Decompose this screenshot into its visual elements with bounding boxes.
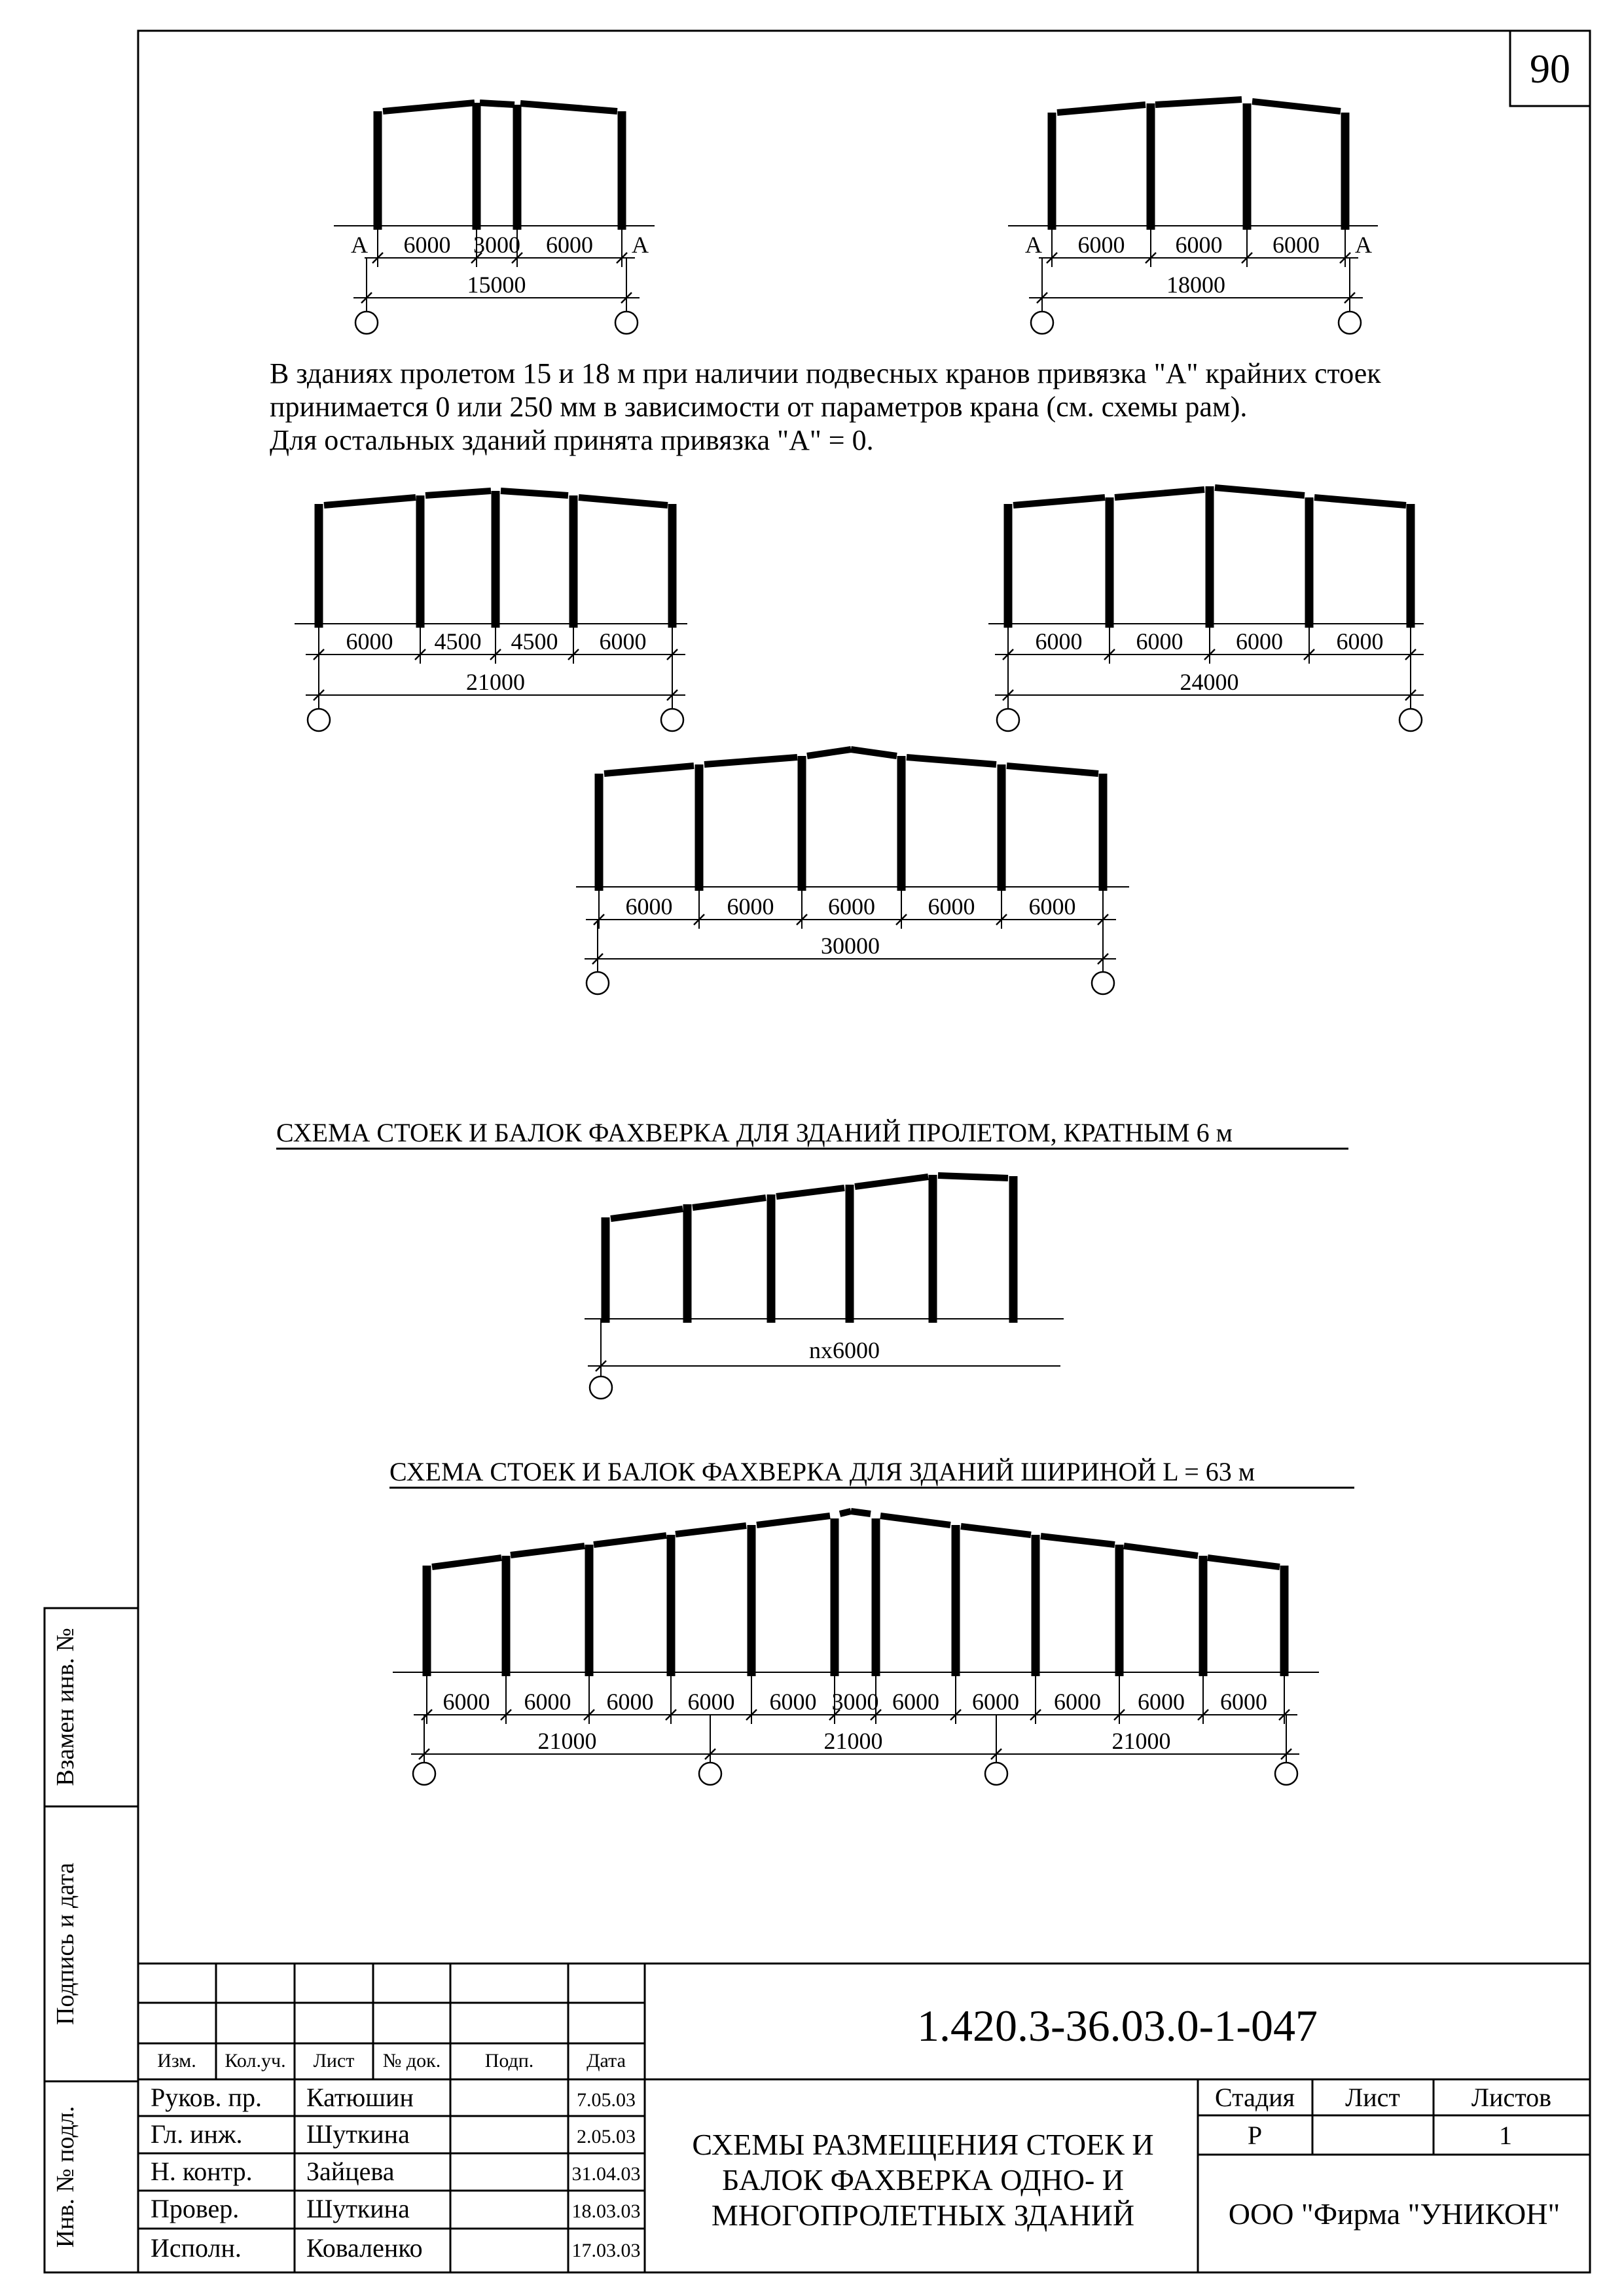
span-label: 6000 [599, 628, 647, 655]
document-title-line-3: МНОГОПРОЛЕТНЫХ ЗДАНИЙ [711, 2198, 1135, 2232]
row-3-date: 31.04.03 [571, 2163, 641, 2185]
beam [1215, 488, 1305, 495]
axis-marker [1399, 709, 1422, 731]
span-label: 6000 [1220, 1689, 1267, 1715]
span-label: 6000 [1028, 893, 1076, 920]
note-line-3: Для остальных зданий принята привязка "А" = 0. [270, 424, 874, 456]
total-label: 21000 [823, 1728, 883, 1754]
beam [676, 1526, 746, 1534]
axis-marker [1092, 972, 1114, 994]
axis-marker [308, 709, 330, 731]
side-label-sign-date: Подпись и дата [52, 1862, 79, 2026]
beam [604, 766, 694, 774]
total-label: nx6000 [809, 1337, 880, 1363]
span-label: 6000 [1054, 1689, 1101, 1715]
page-number: 90 [1530, 47, 1570, 92]
span-label: 6000 [546, 232, 593, 258]
span-label: 6000 [346, 628, 393, 655]
beam [1041, 1536, 1115, 1545]
beam [1208, 1558, 1280, 1567]
beam [840, 1511, 851, 1514]
beam [807, 749, 851, 756]
span-label: 6000 [972, 1689, 1019, 1715]
axis-marker [661, 709, 683, 731]
span-label: 6000 [1077, 232, 1125, 258]
beam [1314, 497, 1406, 505]
beam [907, 757, 996, 764]
total-label: 24000 [1180, 669, 1239, 695]
span-label: 3000 [831, 1689, 879, 1715]
span-label: 6000 [1136, 628, 1183, 655]
total-label: 30000 [821, 933, 880, 959]
scheme-21000 [295, 491, 687, 731]
span-label: 4500 [434, 628, 482, 655]
axis-marker [997, 709, 1019, 731]
axis-marker [699, 1763, 721, 1785]
stage-label: Стадия [1214, 2083, 1295, 2112]
hdr-list: Лист [313, 2050, 355, 2072]
title-width-63: СХЕМА СТОЕК И БАЛОК ФАХВЕРКА ДЛЯ ЗДАНИЙ ШИРИНОЙ L = 63 м [389, 1457, 1255, 1486]
scheme-15000 [334, 103, 655, 334]
total-label: 21000 [466, 669, 525, 695]
beam [501, 491, 568, 495]
row-2-name: Шуткина [306, 2119, 410, 2149]
span-label: 6000 [1336, 628, 1384, 655]
scheme-30000 [576, 749, 1129, 994]
row-5-name: Коваленко [306, 2233, 423, 2263]
span-label: 6000 [403, 232, 451, 258]
beam [611, 1209, 683, 1219]
company-name: ООО "Фирма "УНИКОН" [1228, 2197, 1561, 2231]
row-5-date: 17.03.03 [571, 2240, 641, 2261]
stamp-headers [157, 2050, 626, 2072]
row-4-date: 18.03.03 [571, 2200, 641, 2222]
span-label: 6000 [892, 1689, 939, 1715]
row-2-date: 2.05.03 [577, 2126, 636, 2147]
row-1-name: Катюшин [306, 2083, 414, 2112]
beam [851, 749, 897, 756]
document-code: 1.420.3-36.03.0-1-047 [917, 2001, 1318, 2051]
note-line-2: принимается 0 или 250 мм в зависимости от параметров крана (см. схемы рам). [270, 391, 1248, 423]
axis-marker [590, 1376, 612, 1399]
axis-marker [1339, 312, 1361, 334]
side-label-replace-inv: Взамен инв. № [52, 1628, 79, 1786]
note-line-1: В зданиях пролетом 15 и 18 м при наличии подвесных кранов привязка "А" крайних стоек [270, 357, 1381, 389]
span-label: 6000 [442, 1689, 490, 1715]
axis-marker [615, 312, 638, 334]
hdr-sign: Подп. [484, 2050, 534, 2072]
beam [1252, 101, 1341, 111]
beam [511, 1546, 585, 1555]
row-3-role: Н. контр. [151, 2157, 253, 2186]
span-label: 6000 [1236, 628, 1283, 655]
total-label: 21000 [1111, 1728, 1171, 1754]
row-5-role: Исполн. [151, 2233, 242, 2263]
beam [1013, 497, 1105, 505]
beam [704, 757, 797, 764]
total-label: 15000 [467, 272, 526, 298]
edge-offset-label: А [1355, 232, 1372, 258]
beam [961, 1526, 1031, 1535]
span-label: 6000 [928, 893, 975, 920]
span-label: 6000 [606, 1689, 654, 1715]
beam [776, 1188, 844, 1196]
span-label: 6000 [727, 893, 774, 920]
document-title-line-2: БАЛОК ФАХВЕРКА ОДНО- И [721, 2163, 1125, 2197]
edge-offset-label: А [351, 232, 368, 258]
beam [324, 497, 416, 505]
row-4-name: Шуткина [306, 2194, 410, 2223]
sheets-label: Листов [1471, 2083, 1552, 2112]
span-label: 6000 [1035, 628, 1083, 655]
row-1-role: Руков. пр. [151, 2083, 262, 2112]
hdr-doc-no: № док. [382, 2050, 441, 2072]
axis-marker [413, 1763, 435, 1785]
stage-value: Р [1247, 2121, 1263, 2150]
side-label-inv-orig: Инв. № подл. [52, 2106, 79, 2248]
beam [757, 1516, 830, 1525]
axis-marker [1031, 312, 1053, 334]
scheme-24000 [988, 486, 1424, 731]
beam [1155, 99, 1242, 105]
span-label: 6000 [1175, 232, 1223, 258]
total-label: 21000 [537, 1728, 597, 1754]
edge-offset-label: А [632, 232, 649, 258]
scheme-18000 [1008, 99, 1378, 334]
document-title [692, 2128, 1153, 2232]
title-multiple-6m: СХЕМА СТОЕК И БАЛОК ФАХВЕРКА ДЛЯ ЗДАНИЙ ПРОЛЕТОМ, КРАТНЫМ 6 м [276, 1118, 1233, 1147]
axis-marker [985, 1763, 1007, 1785]
document-title-line-1: СХЕМЫ РАЗМЕЩЕНИЯ СТОЕК И [692, 2128, 1154, 2161]
hdr-kol-uch: Кол.уч. [225, 2050, 286, 2072]
sheets-value: 1 [1499, 2121, 1512, 2150]
beam [432, 1558, 501, 1567]
axis-marker [1275, 1763, 1297, 1785]
beam [425, 491, 491, 495]
edge-offset-label: А [1025, 232, 1042, 258]
beam [938, 1175, 1008, 1178]
scheme-multiple-6m [585, 1175, 1064, 1399]
span-label: 6000 [828, 893, 875, 920]
span-label: 6000 [524, 1689, 571, 1715]
hdr-izm: Изм. [157, 2050, 196, 2072]
span-label: 4500 [511, 628, 558, 655]
beam [383, 103, 475, 111]
scheme-width-63m [393, 1511, 1319, 1785]
beam [1124, 1546, 1198, 1556]
beam [480, 103, 514, 105]
span-label: 3000 [473, 232, 520, 258]
beam [520, 103, 617, 111]
note [270, 357, 1381, 456]
axis-marker [586, 972, 609, 994]
beam [851, 1511, 871, 1514]
total-label: 18000 [1166, 272, 1225, 298]
span-label: 6000 [687, 1689, 735, 1715]
beam [594, 1535, 666, 1545]
beam [855, 1177, 928, 1187]
beam [880, 1516, 950, 1525]
stamp-rows [151, 2083, 641, 2263]
beam [1115, 490, 1204, 497]
span-label: 6000 [1272, 232, 1320, 258]
span-label: 6000 [1138, 1689, 1185, 1715]
row-3-name: Зайцева [306, 2157, 395, 2186]
axis-marker [355, 312, 378, 334]
beam [693, 1198, 766, 1208]
beam [579, 497, 668, 505]
row-1-date: 7.05.03 [577, 2089, 636, 2111]
hdr-date: Дата [586, 2050, 626, 2072]
beam [1057, 105, 1146, 113]
sheet-label: Лист [1345, 2083, 1400, 2112]
span-label: 6000 [625, 893, 673, 920]
span-label: 6000 [769, 1689, 817, 1715]
row-2-role: Гл. инж. [151, 2119, 243, 2149]
beam [1007, 766, 1098, 774]
row-4-role: Провер. [151, 2194, 240, 2223]
